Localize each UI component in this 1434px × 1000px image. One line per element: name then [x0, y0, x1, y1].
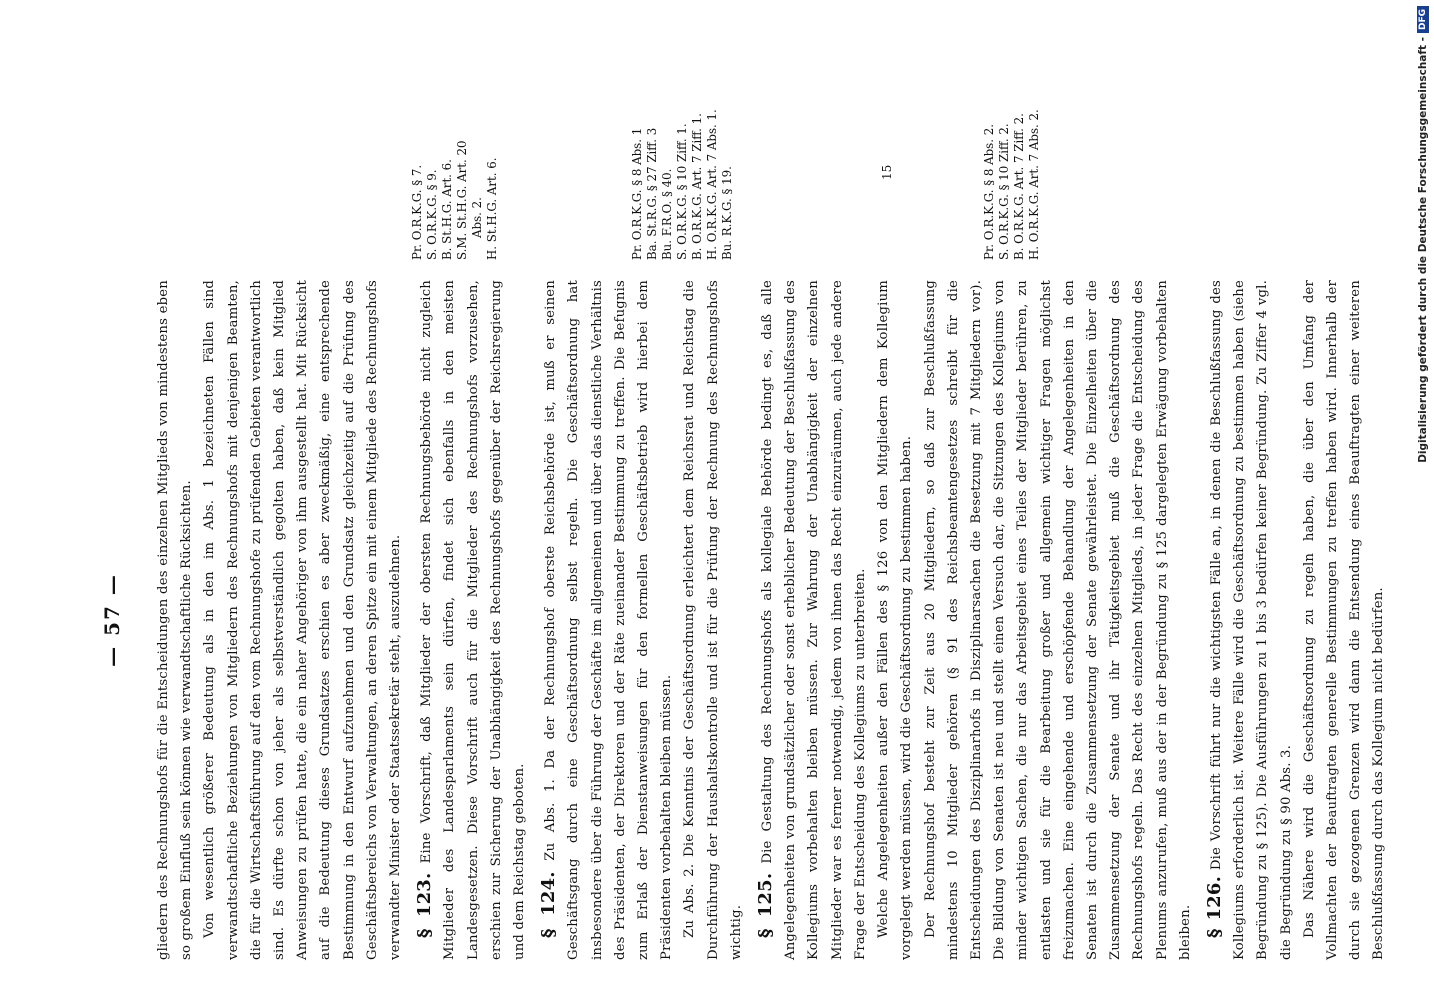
margin-group-126	[982, 60, 1042, 260]
paragraph: Von wesentlich größerer Bedeutung als in den im Abs. 1 bezeichneten Fällen sind verwandtschaftliche Beziehungen von Mitgliedern des Rechnungshofs mit denjenigen Beamten, die für die Wirtschaftsführung auf den vom Rechnungshofe zu prüfenden Gebieten verantwortlich sind. Es dürfte schon von jeher als selbstverständlich gegolten haben, daß kein Mitglied Anweisungen zu prüfen hatte, die ein naher Angehöriger von ihm ausgestellt hat. Mit Rücksicht auf die Bedeutung dieses Grundsatzes erschien es aber zweckmäßig, eine entsprechende Bestimmung in den Entwurf aufzunehmen und den Grundsatz gleichzeitig auf die Prüfung des Geschäftsbereichs von Verwaltungen, an deren Spitze ein mit einem Mitgliede des Rechnungshofs verwandter Minister oder Staatssekretär steht, auszudehnen.	[202, 280, 404, 960]
margin-note: Abs. 2.	[470, 197, 484, 238]
margin-note: Ba. St.R.G. § 27 Ziff. 3	[645, 127, 659, 260]
margin-note: B. St.H.G. Art. 6.	[440, 159, 454, 260]
paragraph: Welche Angelegenheiten außer den Fällen des § 126 von den Mitgliedern dem Kollegium vorgelegt werden müssen, wird die Geschäftsordnung zu bestimmen haben.	[876, 280, 915, 960]
paragraph: Der Rechnungshof besteht zur Zeit aus 20 Mitgliedern, so daß zur Beschlußfassung mindestens 10 Mitglieder gehören (§ 91 des Reichsbeamtengesetzes schreibt für die Entscheidungen des Disziplinarhofs in Disziplinarsachen die Besetzung mit 7 Mitgliedern vor). Die Bildung von Senaten ist neu und stellt einen Versuch dar, die Sitzungen des Kollegiums von minder wichtigen Sachen, die nur das Arbeitsgebiet eines Teiles der Mitglieder berühren, zu entlasten und sie für die Bearbeitung großer und allgemein wichtiger Fragen möglichst freizumachen. Eine eingehende und erschöpfende Behandlung der Angelegenheiten in den Senaten ist durch die Zusammensetzung der Senate gewährleistet. Die Einzelheiten über die Zusammensetzung der Senate und ihr Tätigkeitsgebiet muß die Geschäftsordnung des Rechnungshofs regeln. Das Recht des einzelnen Mitglieds, in jeder Frage die Entscheidung des Plenums anzurufen, muß aus der in der Begründung zu § 125 dargelegten Erwägung vorbehalten bleiben.	[922, 280, 1193, 960]
margin-note: B. O.R.K.G. Art. 7 Ziff. 1.	[690, 113, 704, 260]
margin-note: Bu. R.K.G. § 19.	[720, 166, 734, 260]
paragraph: Das Nähere wird die Geschäftsordnung zu regeln haben, die über den Umfang der Vollmachten der Beauftragten generelle Bestimmungen zu treffen haben wird. Innerhalb der durch sie gezogenen Grenzen wird dann die Entsendung eines Beauftragten einer weiteren Beschlußfassung durch das Kollegium nicht bedürfen.	[1301, 280, 1387, 960]
margin-note: S. O.R.K.G. § 9.	[425, 169, 439, 260]
section-number: § 126.	[1203, 875, 1225, 938]
digitization-credit	[1408, 6, 1434, 994]
margin-note: S. O.R.K.G. § 10 Ziff. 1.	[675, 123, 689, 260]
section-123	[413, 280, 531, 960]
document-page	[100, 60, 1387, 960]
section-text: Zu Abs. 1. Da der Rechnungshof oberste Reichsbehörde ist, muß er seinen Geschäftsgang durch eine Geschäftsordnung selbst regeln. Die Geschäftsordnung hat insbesondere über die Führung der Geschäfte im allgemeinen und über das dienstliche Verhältnis des Präsidenten, der Direktoren und der Räte zueinander Bestimmung zu treffen. Die Befugnis zum Erlaß der Dienstanweisungen für den formellen Geschäftsbetrieb wird hierbei dem Präsidenten vorbehalten bleiben müssen.	[543, 280, 675, 960]
margin-note: Pr. O.R.K.G. § 8 Abs. 1	[630, 127, 644, 260]
margin-note: S. O.R.K.G. § 10 Ziff. 2.	[997, 123, 1011, 260]
section-number: § 124.	[538, 871, 560, 938]
section-124	[537, 280, 678, 960]
section-text: Die Vorschrift führt nur die wichtigsten Fälle an, in denen die Beschlußfassung des Kollegiums erforderlich ist. Weitere Fälle wird die Geschäftsordnung zu bestimmen haben (siehe Begründung zu § 125). Die Ausführungen zu 1 bis 3 bedürfen keiner Begründung. Zu Ziffer 4 vgl. die Begründung zu § 90 Abs. 3.	[1208, 280, 1294, 960]
margin-note: Pr. O.R.K.G. § 7.	[410, 164, 424, 260]
section-126	[1203, 280, 1298, 960]
section-125	[754, 280, 872, 960]
section-number: § 125.	[755, 872, 777, 938]
section-number: § 123.	[414, 872, 436, 938]
section-text: Die Gestaltung des Rechnungshofs als kollegiale Behörde bedingt es, daß alle Angelegenheiten von grundsätzlicher oder sonst erheblicher Bedeutung der Beschlußfassung des Kollegiums vorbehalten bleiben müssen. Zur Wahrung der Unabhängigkeit der einzelnen Mitglieder war es ferner notwendig, jedem von ihnen das Recht einzuräumen, auch jede andere Frage der Entscheidung des Kollegiums zu unterbreiten.	[760, 280, 868, 960]
margin-note: Bu. F.R.O. § 40.	[660, 168, 674, 260]
margin-note: H. O.R.K.G. Art. 7 Abs. 2.	[1027, 109, 1041, 260]
main-text-column	[152, 280, 1391, 960]
margin-group-125	[630, 60, 735, 260]
page-number-header: — 57 —	[100, 573, 124, 667]
margin-note: H. St.H.G. Art. 6.	[485, 157, 499, 260]
dfg-logo-icon: DFG	[1417, 6, 1429, 33]
margin-note: S.M. St.H.G. Art. 20	[455, 140, 469, 260]
margin-note: Pr. O.R.K.G. § 8 Abs. 2.	[982, 124, 996, 260]
margin-note: B. O.R.K.G. Art. 7 Ziff. 2.	[1012, 113, 1026, 260]
margin-group-124	[410, 60, 500, 260]
credit-text: Digitalisierung gefördert durch die Deutsche Forschungsgemeinschaft -	[1417, 37, 1429, 463]
footer-page-number: 15	[880, 164, 894, 180]
margin-note: H. O.R.K.G. Art. 7 Abs. 1.	[705, 109, 719, 260]
paragraph: Zu Abs. 2. Die Kenntnis der Geschäftsordnung erleichtert dem Reichsrat und Reichstag die Durchführung der Haushaltskontrolle und ist für die Prüfung der Rechnung des Rechnungshofs wichtig.	[682, 280, 744, 960]
section-text: Eine Vorschrift, daß Mitglieder der obersten Rechnungsbehörde nicht zugleich Mitglieder des Landesparlaments sein dürfen, findet sich ebenfalls in den meisten Landesgesetzen. Diese Vorschrift auch für die Mitglieder des Rechnungshofs vorzusehen, erschien zur Sicherung der Unabhängigkeit des Rechnungshofs gegenüber der Reichsregierung und dem Reichstag geboten.	[419, 280, 528, 960]
paragraph: gliedern des Rechnungshofs für die Entscheidungen des einzelnen Mitglieds von mindestens eben so großem Einfluß sein können wie verwandtschaftliche Rücksichten.	[156, 280, 195, 960]
